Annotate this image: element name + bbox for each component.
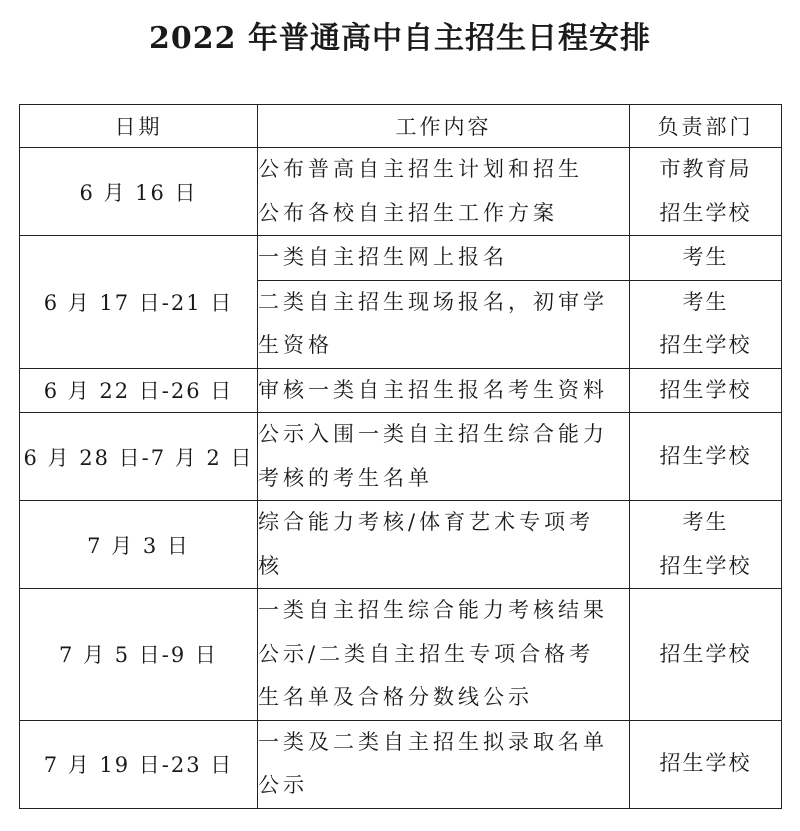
work-line: 生资格 (258, 333, 333, 357)
work-line: 一类及二类自主招生拟录取名单 (258, 729, 608, 754)
work-line: 核 (258, 553, 283, 578)
work-cell (258, 280, 630, 368)
dept-line: 招生学校 (659, 377, 752, 402)
dept-line: 考生 (682, 245, 729, 269)
work-line: 二类自主招生现场报名，初审学 (258, 289, 608, 314)
work-line: 一类自主招生网上报名 (258, 245, 508, 269)
work-cell (258, 589, 630, 721)
dept-line: 考生 (682, 289, 729, 314)
dept-line: 市教育局 (659, 157, 752, 181)
table-row (20, 236, 782, 281)
work-line: 综合能力考核/体育艺术专项考 (258, 510, 595, 534)
work-cell (258, 236, 630, 281)
date-cell: 6 月 17 日-21 日 (20, 236, 258, 369)
work-cell (258, 148, 630, 236)
dept-line: 考生 (682, 510, 729, 534)
work-line: 生名单及合格分数线公示 (258, 685, 533, 709)
date-cell: 7 月 3 日 (20, 501, 258, 589)
dept-cell (630, 148, 782, 236)
dept-cell (630, 413, 782, 501)
work-line: 公布普高自主招生计划和招生 (258, 157, 583, 181)
dept-line: 招生学校 (659, 200, 752, 225)
dept-line: 招生学校 (659, 751, 752, 776)
table-row (20, 720, 782, 808)
work-cell (258, 720, 630, 808)
work-line: 考核的考生名单 (258, 465, 433, 490)
date-cell: 6 月 22 日-26 日 (20, 368, 258, 413)
table-row (20, 589, 782, 721)
dept-cell (630, 236, 782, 281)
table-row (20, 148, 782, 236)
header-date: 日期 (20, 105, 258, 148)
dept-cell (630, 589, 782, 721)
table-row (20, 368, 782, 413)
work-cell (258, 501, 630, 589)
dept-cell (630, 368, 782, 413)
date-cell: 6 月 16 日 (20, 148, 258, 236)
work-line: 公示 (258, 773, 308, 797)
header-dept: 负责部门 (630, 105, 782, 148)
date-cell: 7 月 19 日-23 日 (20, 720, 258, 808)
page-title: 2022 年普通高中自主招生日程安排 (149, 21, 651, 56)
work-line: 公示入围一类自主招生综合能力 (258, 422, 608, 446)
dept-line: 招生学校 (659, 641, 752, 666)
dept-cell (630, 501, 782, 589)
date-cell: 6 月 28 日-7 月 2 日 (20, 413, 258, 501)
work-line: 公示/二类自主招生专项合格考 (258, 641, 595, 666)
table-row (20, 501, 782, 589)
work-line: 审核一类自主招生报名考生资料 (258, 377, 608, 402)
table-row (20, 413, 782, 501)
header-work: 工作内容 (258, 105, 630, 148)
date-cell: 7 月 5 日-9 日 (20, 589, 258, 721)
dept-cell (630, 720, 782, 808)
work-line: 一类自主招生综合能力考核结果 (258, 598, 608, 622)
work-cell (258, 368, 630, 413)
dept-cell (630, 280, 782, 368)
dept-line: 招生学校 (659, 333, 752, 357)
work-line: 公布各校自主招生工作方案 (258, 200, 558, 225)
schedule-table (19, 104, 782, 809)
dept-line: 招生学校 (659, 443, 752, 468)
work-cell (258, 413, 630, 501)
table-header-row (20, 105, 782, 148)
dept-line: 招生学校 (659, 553, 752, 578)
